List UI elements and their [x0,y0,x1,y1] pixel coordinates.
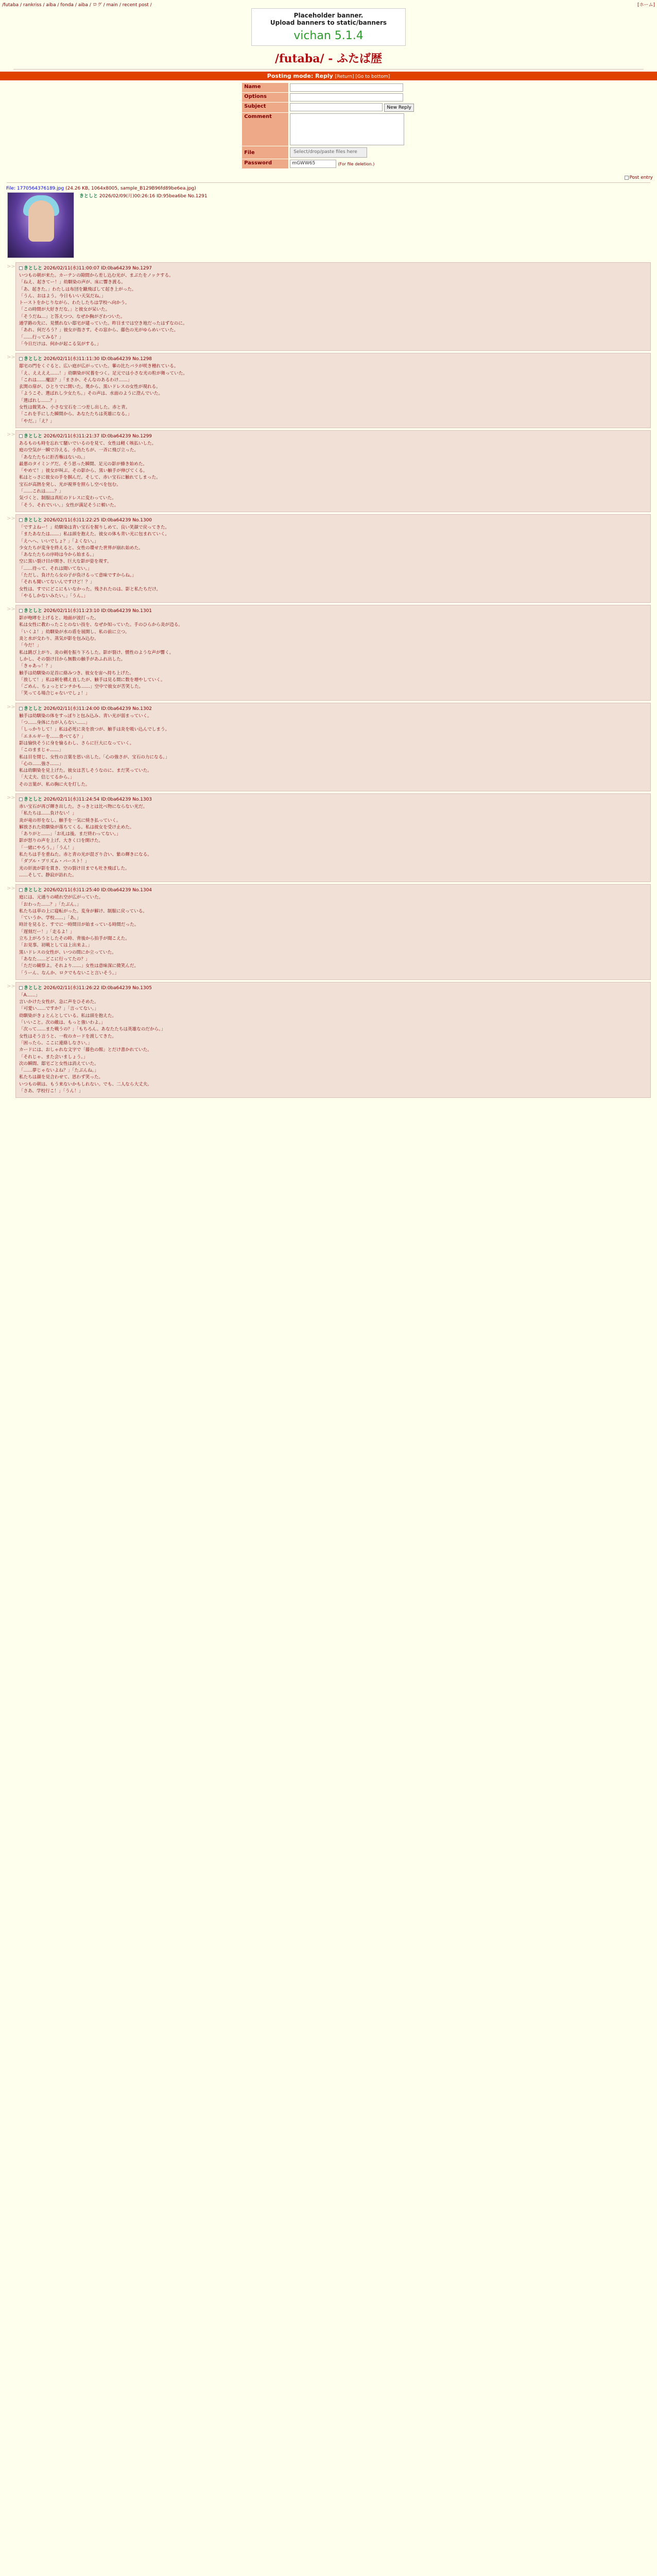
banner-placeholder [251,8,406,46]
file-label: File [242,146,288,159]
op-post [0,183,657,260]
reply-post-number[interactable]: No.1304 [132,888,152,893]
reply-arrow-icon: >> [7,795,15,801]
reply-poster-name: きとしと [24,985,43,991]
reply-date: 2026/02/11(水)11:25:40 [43,888,100,893]
reply-poster-id: ID:0ba64239 [101,266,131,271]
op-file-meta: (24.26 KB, 1064x8005, sample_B129B96fd89be6ea.jpg) [65,186,196,191]
posting-mode-bar [0,72,657,80]
name-input[interactable] [290,83,403,92]
reply-post [7,353,651,428]
reply-arrow-icon: >> [7,983,15,989]
reply-post-number[interactable]: No.1303 [132,797,152,802]
reply-date: 2026/02/11(水)11:24:54 [43,797,100,802]
reply-post-number[interactable]: No.1299 [132,433,152,439]
reply-body: 「ですよねー！」幼馴染は青い宝石を握りしめて、良い笑顔で戻ってきた。 「またあなたは……」私は頭を抱えた。彼女の体も青い光に包まれていく。 「えへへ、いいでしょ？」「よくない。」 少女たちが変身を終えると、女性の環せた世界が崩れ始めた。 「あなたたちの序時は今から始まる。」 空に黒い裂け目が開き、巨大な影が姿を現す。 「……待って、それは聞いてない。」 「ただし、負けたら女の子が負けるって意味ですからね。」 「それも聞いてないんですけど！？」 女性は、すでにどこにもいなかった。残されたのは、影と私たちだけ。 「やるしかないみたい。」「うん。」 [19,524,170,599]
reply-list [0,262,657,1098]
reply-body: 影が咆哮を上げると、地面が波打った。 私は女性に教わったことのない技を、なぜか知っていた。手のひらから炎が辸る。 「いくよ！」幼馴染が水の盾を展開し、私の前に立つ。 炎と水が交わり、蒸気が影を包み込む。 「今だ！」 私は跳び上がり、炎の剣を振り下ろした。影が裂け、慣性のような声が響く。 しかし、その裂け目から無数の触手があふれ出した。 「きゃあっ！？」 触手は幼馴染の足首に絡みつき、彼女を宙へ持ち上げた。 「放して！」私は剣を構え直したが、触手は見る間に数を増やしていく。 「ごめん、ちょっとピンチかも……」空中で彼女が苦笑した。 「笑ってる場合じゃないでしょ！」 [19,616,183,697]
board-title: /futaba/ - ふたば歴 [274,52,383,65]
reply-post [7,793,651,882]
op-image[interactable] [7,192,74,258]
reply-post [7,884,651,980]
reply-body: いつもの朝が来た。カーテンの隙間から差し込む光が、まぶたをノックする。 「ねえ、起きてー！」幼馴染の声が、床に響き渡る。 「あ、起きた。」わたしは布団を蹴飛ばして起き上がった。 「うん、おはよう。今日もいい天気だね。」 トーストをかじりながら、わたしたちは学校へ向かう。 「この時間が大好きだな。」と彼女が呆いた。 「そうだね…」と答えつつ、なぜか胸がざわついた。 通学路の先に、見慣れない邸宅が建っていた。昨日までは空き地だったはずなのに。 「あれ、何だろう？」彼女が指さす。その窓から、藤色の光がゆらめいていた。 「……行ってみる？」 「今日だけは、何かが起こる気がする。」 [19,273,187,347]
post-form [241,82,416,169]
reply-poster-name: きとしと [24,888,43,893]
reply-poster-name: きとしと [24,797,43,802]
op-file-link[interactable]: File: 1770564376189.jpg [6,186,64,191]
reply-checkbox[interactable] [19,266,23,270]
reply-body: 「A……」 言いかけた女性が、急に声をひそめた。 「可愛い……ですか？」「言ってない。」 幼馴染がきょとんとしている。私は頭を抱えた。 「いいこと。次の敵は、もっと強いわよ。」 「次って……また戦うの？」「もちろん。あなたたちは英雄なのだから。」 女性はそう言うと、一枚のカードを渡してきた。 「困ったら、ここに連絡しなさい。」 カードには、おしゃれな文字で「藤色の館」とだけ書かれていた。 「それじゃ、また会いましょう。」 次の瞬間、邸宅ごと女性は消えていた。 「……夢じゃないよね？」「たぶんね。」 私たちは顔を見合わせて、思わず笑った。 いつもの朝は、もう来ないかもしれない。でも、二人なら大丈夫。 「さあ、学校行こ！」「うん！」 [19,992,166,1094]
reply-arrow-icon: >> [7,606,15,613]
reply-arrow-icon: >> [7,264,15,269]
reply-poster-id: ID:0ba64239 [101,888,131,893]
banner-version: vichan 5.1.4 [293,29,364,42]
reply-header [19,355,647,362]
file-drop-zone[interactable]: Select/drop/paste files here [290,147,367,158]
reply-date: 2026/02/11(水)11:23:10 [43,608,100,614]
reply-date: 2026/02/11(水)11:00:07 [43,266,100,271]
reply-checkbox[interactable] [19,798,23,801]
reply-arrow-icon: >> [7,704,15,710]
delete-controls [0,175,657,180]
options-label: Options [242,93,288,102]
reply-post [7,430,651,512]
reply-post [7,703,651,791]
reply-header [19,705,647,711]
reply-header [19,516,647,523]
reply-arrow-icon: >> [7,354,15,361]
post-entry-checkbox[interactable] [625,176,629,180]
reply-poster-id: ID:0ba64239 [101,985,131,991]
reply-checkbox[interactable] [19,986,23,990]
post-entry-label: Post entry [629,175,653,180]
op-date: 2026/02/09(月)00:26:16 [99,194,155,199]
reply-body: 触手は幼馴染の体をすっぽりと包み込み、青い光が弱まっていく。 「つ……身体に力が入らない……」 「しっかりして！」私は必死に炎を放つが、触手は炎を吸い込んでしまう。 「エネルギーを……食べてる？」 影は愉快そうに身を愉るわし、さらに巨大になっていく。 「このままじゃ……」 私は目を閉じ、女性の言葉を思い出した。「心の強さが、宝石の力になる。」 「心の……強さ……」 私は幼馴染を見上げた。彼女は苦しそうなのに、まだ笑っていた。 「大丈夫、信じてるから。」 その言葉が、私の胸に火を灯した。 [19,713,170,787]
op-post-number[interactable]: No.1291 [187,194,208,199]
reply-checkbox[interactable] [19,357,23,361]
op-image-figure-shape [28,200,54,242]
op-header [6,192,651,199]
reply-poster-id: ID:0ba64239 [101,797,131,802]
reply-arrow-icon: >> [7,431,15,437]
reply-post [7,514,651,603]
reply-arrow-icon: >> [7,515,15,521]
name-label: Name [242,83,288,92]
top-navigation [0,0,657,7]
subject-label: Subject [242,103,288,112]
reply-post-number[interactable]: No.1300 [132,517,152,523]
reply-date: 2026/02/11(水)11:24:00 [43,706,100,711]
reply-poster-name: きとしと [24,517,43,523]
subject-input[interactable] [290,103,383,111]
op-poster-name: きとしと [79,194,98,199]
return-links[interactable]: [Return] [Go to bottom] [335,74,390,79]
board-list-links[interactable]: /futaba / rankriss / aiba / fonda / aiba / ログ / main / recent post / [2,3,152,8]
options-input[interactable] [290,93,403,101]
reply-checkbox[interactable] [19,434,23,438]
reply-post [7,262,651,351]
comment-textarea[interactable] [290,113,404,145]
reply-poster-name: きとしと [24,608,43,614]
reply-header [19,607,647,614]
reply-poster-name: きとしと [24,433,43,439]
reply-body: 邸宅の門をくぐると、広い庭が広がっていた。藆の比たバラが咲き種れている。 「え、ええええ……！」幼馴染が尻養をつく。足元では小さな光の粒が舞っていた。 「これは……魔法？」「まさか、そんなのあるわけ……」 玄関の扉が、ひとりでに開いた。奥から、黒いドレスの女性が現れる。 「ようこそ、選ばれし少女たち。」その声は、水面のように澄んでいた。 「選ばれし……？」 女性は微笑み、小さな宝石を二つ差し出した。赤と青。 「これを手にした瞬間から、あなたたちは英雄になる。」 「やだ。」「え？」 [19,364,187,424]
reply-post-number[interactable]: No.1305 [132,985,152,991]
reply-date: 2026/02/11(水)11:22:25 [43,517,100,523]
banner-line-1: Placeholder banner. [293,12,364,19]
reply-post-number[interactable]: No.1297 [132,266,152,271]
new-reply-button[interactable]: New Reply [384,104,413,112]
reply-poster-id: ID:0ba64239 [101,357,131,362]
reply-poster-name: きとしと [24,357,43,362]
reply-header [19,795,647,802]
reply-poster-id: ID:0ba64239 [101,433,131,439]
reply-poster-name: きとしと [24,706,43,711]
reply-checkbox[interactable] [19,518,23,522]
home-link[interactable]: [ホーム] [637,3,655,8]
reply-checkbox[interactable] [19,707,23,710]
op-poster-id: ID:95bea6be [157,194,186,199]
reply-post-number[interactable]: No.1298 [132,357,152,362]
reply-arrow-icon: >> [7,886,15,892]
password-label: Password [242,159,288,168]
reply-post-number[interactable]: No.1301 [132,608,152,614]
reply-body: 庭には、元通りの晴れ空が広がっていた。 「おわった……？」「たぶん。」 私たちは草の上に寝転がった。変身が解け、制服に戻っている。 「ていうか、学校……」「あ。」 時計を見ると、すでに一時間目が始まっている時間だった。 「遅刻だー！」「走るよ！」 立ち上がろうとしたその時、背後から拍手が聞こえた。 「お見事。初戦としては上出来よ。」 黒いドレスの女性が、いつの間にか立っていた。 「あなた……どこに行ってたの？」 「ただの観察よ。それより……」女性は意味深に微笑んだ。 「うーん、なんか、ロクでもないこと言いそう。」 [19,895,147,976]
reply-poster-name: きとしと [24,266,43,271]
reply-body: あるものも時を忘れて騒いでいるのを見て、女性は軽く咳払いした。 庭の空気が一瞬で冷える。小鳥たちが、一斉に飛び立った。 「あなたたちに拒否権はないの。」 最悪のタイミングだ。そう思った瞬間、足元の影が蜂き始めた。 「やめて！」彼女が叫ぶ。その影から、黒い触手が伸びてくる。 私はとっさに彼女の手を掴んだ。そして、赤い宝石に触れてしまった。 宝石が高熱を発し、光が視界を照らし空べを包む。 「……これは……？」 気づくと、制服は真紅のドレスに変わっていた。 「そう、それでいい。」女性が満足そうに頓いた。 [19,440,161,508]
posting-mode-label: Posting mode: Reply [267,73,333,79]
title-divider [13,69,644,70]
reply-date: 2026/02/11(水)11:21:37 [43,433,100,439]
reply-header [19,432,647,439]
reply-date: 2026/02/11(水)11:11:30 [43,357,100,362]
reply-checkbox[interactable] [19,888,23,892]
password-input[interactable]: mGWW65 [290,160,336,168]
reply-header [19,984,647,991]
reply-poster-id: ID:0ba64239 [101,608,131,614]
reply-poster-id: ID:0ba64239 [101,706,131,711]
reply-body: 赤い宝石が再び輝き出した。さっきとは比べ物にならない光だ。 「私たちは……負けない！」 炎が竜の形をなし、触手を一気に焼き払っていく。 解放された幼馴染が落ちてくる。私は彼女を受け止めた。 「ありがと……」「お礼は後。まだ終わってない。」 影が怒りの声を上げ、大きく口を開けた。 「一緒にやろう。」「うん！」 私たちは手を重ねた。赤と青の光が混ざり合い、紫の輝きになる。 「ダブル・プリズム・バースト！」 光の奸流が影を貫き、空の裂け目までも吐き飛ばした。 ……そして、静寂が訪れた。 [19,804,152,878]
reply-post-number[interactable]: No.1302 [132,706,152,711]
reply-date: 2026/02/11(水)11:26:22 [43,985,100,991]
reply-post [7,982,651,1098]
reply-poster-id: ID:0ba64239 [101,517,131,523]
reply-checkbox[interactable] [19,609,23,613]
reply-post [7,605,651,701]
password-note: (For file deletion.) [338,162,375,166]
op-file-info [6,186,651,191]
reply-header [19,886,647,893]
reply-header [19,264,647,271]
banner-line-2: Upload banners to static/banners [270,19,387,26]
comment-label: Comment [242,113,288,146]
